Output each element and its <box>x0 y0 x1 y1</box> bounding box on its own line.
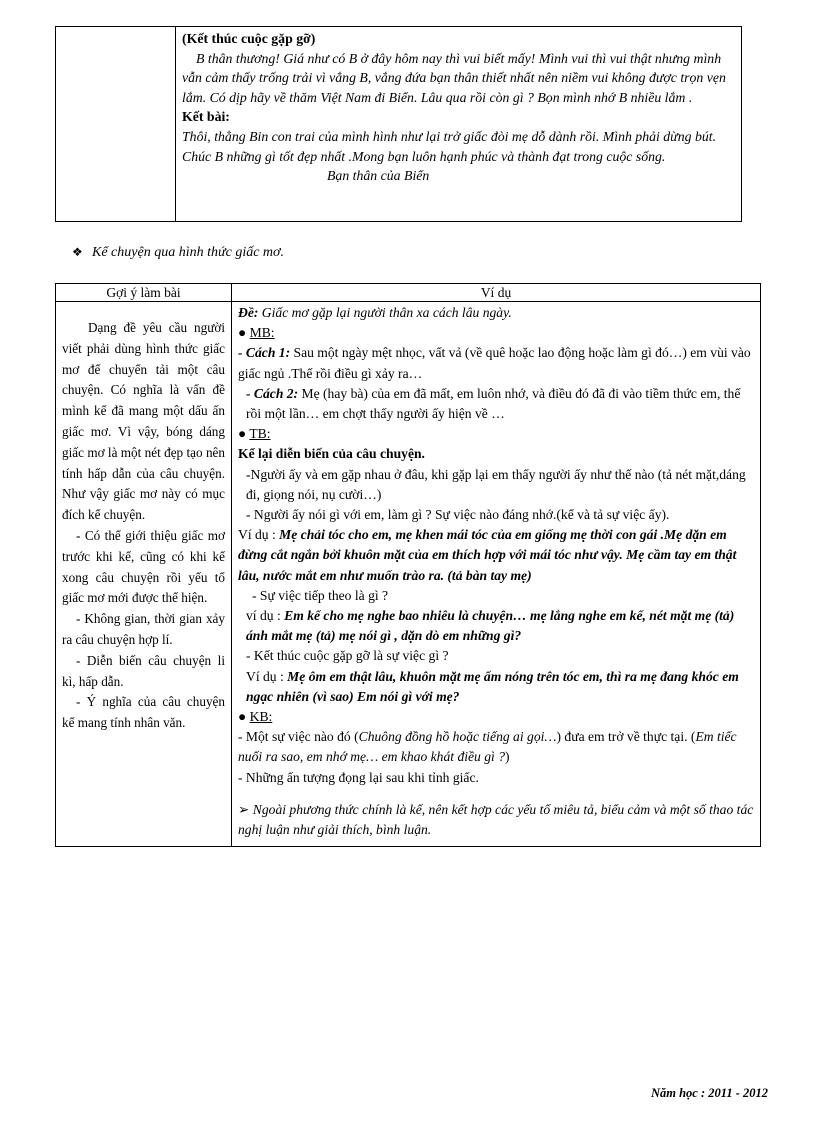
way2-line <box>238 384 754 424</box>
example-1-text: Mẹ chải tóc cho em, mẹ khen mái tóc của em giống mẹ thời con gái .Mẹ dặn em đừng cắt ngắn bởi khuôn mặt của em thích hợp với mái tóc như vậy. Mẹ cầm tay em thật lâu, nước mắt em như muốn trào ra. (tả bàn tay mẹ) <box>238 527 737 583</box>
kb-line-1-part: ) đưa em trở về thực tại. ( <box>556 729 696 745</box>
example-3 <box>238 667 754 707</box>
kb-line-1 <box>238 727 754 767</box>
conclusion-title: Kết bài: <box>182 109 230 125</box>
mb-heading <box>238 323 754 343</box>
example-3-label: Ví dụ : <box>246 668 284 684</box>
way1-label: - Cách 1: <box>238 345 291 361</box>
dream-story-guide-table <box>55 283 761 847</box>
ending-heading: (Kết thúc cuộc gặp gỡ) <box>182 31 316 46</box>
example-1 <box>238 525 754 586</box>
hints-cell <box>56 302 232 847</box>
example-cell <box>232 302 761 847</box>
hint-paragraph: - Không gian, thời gian xảy ra câu chuyện hợp lí. <box>62 611 225 647</box>
note-line <box>238 800 754 840</box>
diamond-bullet-icon: ❖ <box>72 245 83 259</box>
example-3-text: Mẹ ôm em thật lâu, khuôn mặt mẹ ấm nóng trên tóc em, thì ra mẹ đang khóc em ngạc nhiên (vì sao) Em nói gì với mẹ? <box>246 668 739 704</box>
example-2-label: ví dụ : <box>246 608 281 624</box>
column-header-example: Ví dụ <box>232 284 761 302</box>
arrow-bullet-icon: ➢ <box>238 801 250 817</box>
kb-line-1-part: ) <box>505 749 510 765</box>
topic-line <box>238 303 754 323</box>
end-event-line: - Kết thúc cuộc gặp gỡ là sự việc gì ? <box>246 648 449 664</box>
way2-label: - Cách 2: <box>246 385 299 401</box>
tb-line-2: - Người ấy nói gì với em, làm gì ? Sự việc nào đáng nhớ.(kể và tả sự việc ấy). <box>246 507 670 523</box>
hint-paragraph: - Ý nghĩa của câu chuyện kể mang tính nhân văn. <box>62 694 225 731</box>
hint-paragraph: - Diễn biến câu chuyện li kì, hấp dẫn. <box>62 652 225 689</box>
example-2 <box>238 606 754 646</box>
section-heading-text: Kể chuyện qua hình thức giấc mơ. <box>92 245 285 260</box>
tb-label: TB: <box>249 426 271 442</box>
empty-left-cell <box>56 27 176 222</box>
way1-line <box>238 343 754 383</box>
square-bullet-icon: ● <box>238 709 247 725</box>
mb-label: MB: <box>249 325 275 341</box>
note-text: Ngoài phương thức chính là kể, nên kết hợp các yếu tố miêu tả, biểu cảm và một số thao tác nghị luận như giải thích, bình luận. <box>238 801 754 838</box>
letter-body: B thân thương! Giá như có B ở đây hôm nay thì vui biết mấy! Mình vui thì vui thật nhưng mình vẫn cảm thấy trống trải vì vắng B, vắng đứa bạn thân thiết nhất nên niềm vui không được trọn vẹn lắm. Có dịp hãy về thăm Việt Nam đi Biển. Lâu qua rồi còn gì ? Bọn mình nhớ B nhiều lắm . <box>182 50 726 105</box>
letter-conclusion-table <box>55 26 742 222</box>
example-1-label: Ví dụ : <box>238 527 276 543</box>
square-bullet-icon: ● <box>238 426 247 442</box>
way1-text: Sau một ngày mệt nhọc, vất vả (về quê hoặc lao động hoặc làm gì đó…) em vùi vào giấc ngủ .Thế rồi điều gì xảy ra… <box>238 345 751 381</box>
kb-line-1-part: Em tiếc nuối ra sao, em nhớ mẹ… em khao khát điều gì ? <box>238 729 737 765</box>
tb-line-1: -Người ấy và em gặp nhau ở đâu, khi gặp lại em thấy người ấy như thế nào (tả nét mặt,dáng đi, giọng nói, nụ cười…) <box>246 466 746 502</box>
topic-label: Đề: <box>238 305 259 320</box>
tb-heading <box>238 424 754 444</box>
school-year-footer: Năm học : 2011 - 2012 <box>650 1086 768 1100</box>
signature: Bạn thân của Biển <box>327 168 430 184</box>
section-heading <box>72 245 284 261</box>
square-bullet-icon: ● <box>238 325 247 341</box>
kb-line-1-part: Chuông đồng hồ hoặc tiếng ai gọi… <box>358 729 557 745</box>
hint-paragraph: Dạng đề yêu cầu người viết phải dùng hình thức giấc mơ để chuyển tải một câu chuyện. Có nghĩa là vấn đề mình kể đã mang một dấu ấn giấc mơ. Vì vậy, bóng dáng giấc mơ là một nét đẹp tạo nên tính hấp dẫn của câu chuyện. Như vậy giấc mơ này có mục đích kể chuyện. <box>62 320 225 523</box>
kb-heading <box>238 707 754 727</box>
topic-text: Giấc mơ gặp lại người thân xa cách lâu ngày. <box>261 305 512 320</box>
tb-title: Kể lại diễn biến của câu chuyện. <box>238 446 425 462</box>
kb-line-1-part: - Một sự việc nào đó ( <box>238 729 359 745</box>
column-header-hints: Gợi ý làm bài <box>56 284 232 302</box>
hint-paragraph: - Có thể giới thiệu giấc mơ trước khi kể, cũng có khi kể xong câu chuyện rồi yếu tố giấc mơ mới được thể hiện. <box>62 527 225 606</box>
conclusion-body: Thôi, thằng Bin con trai của mình hình như lại trở giấc đòi mẹ dỗ dành rồi. Mình phải dừng bút. Chúc B những gì tốt đẹp nhất .Mong bạn luôn hạnh phúc và thành đạt trong cuộc sống. <box>182 128 717 164</box>
letter-content-cell <box>176 27 742 222</box>
next-event-line: - Sự việc tiếp theo là gì ? <box>252 587 389 603</box>
example-2-text: Em kể cho mẹ nghe bao nhiêu là chuyện… mẹ lắng nghe em kể, nét mặt mẹ (tả) ánh mắt mẹ (tả) mẹ nói gì , dặn dò em những gì? <box>246 608 735 644</box>
way2-text: Mẹ (hay bà) của em đã mất, em luôn nhớ, và điều đó đã đi vào tiềm thức em, thế rồi một lần… em chợt thấy người ấy hiện về … <box>246 385 741 422</box>
kb-line-2: - Những ấn tượng đọng lại sau khi tỉnh giấc. <box>238 769 479 785</box>
kb-label: KB: <box>249 709 273 725</box>
